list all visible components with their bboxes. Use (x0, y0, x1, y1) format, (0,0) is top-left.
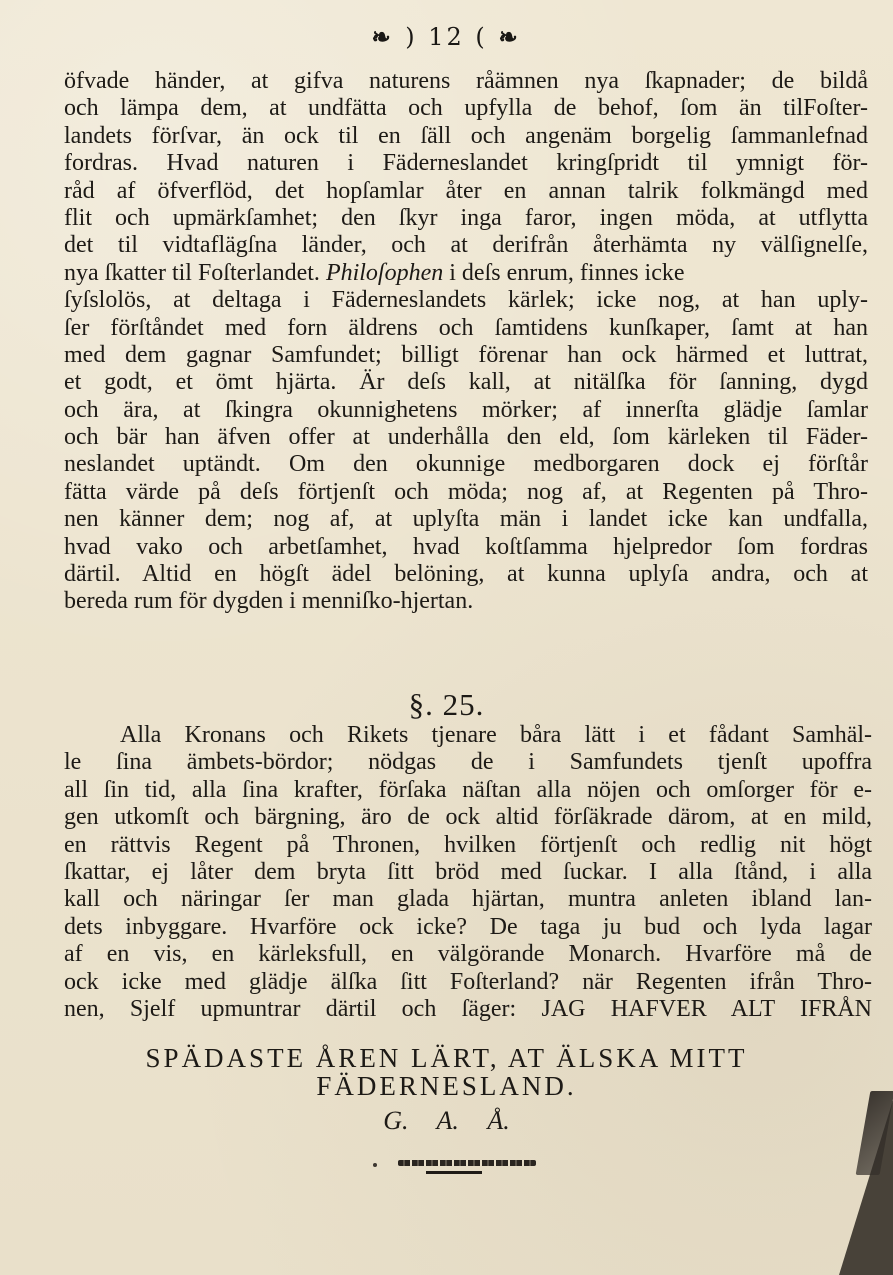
text-line: råd af öfverflöd, det hopſamlar åter en annan talrik folkmängd med (64, 177, 868, 204)
text-line (64, 260, 868, 287)
text-line: flit och upmärkſamhet; den ſkyr inga faror, ingen möda, at utflytta (64, 204, 868, 231)
text-line: le ſina ämbets-bördor; nödgas de i Samfundets tjenſt upoffra (64, 749, 872, 776)
section-number: §. 25. (408, 687, 485, 722)
page-number: ) 12 ( (405, 23, 488, 51)
text-line: fordras. Hvad naturen i Fäderneslandet kringſpridt til ymnigt för- (64, 150, 868, 177)
text-line: och bär han äfven offer at underhålla den eld, ſom kärleken til Fäder- (64, 424, 868, 451)
text-line: kall och näringar ſer man glada hjärtan, muntra anleten ibland lan- (64, 886, 872, 913)
paragraph-two (64, 722, 872, 1023)
text-line: ſer förſtåndet med forn äldrens och ſamtidens kunſkaper, ſamt at han (64, 314, 868, 341)
text-line: gen utkomſt och bärgning, äro de ock altid förſäkrade därom, at en mild, (64, 804, 872, 831)
ornament-dot (373, 1163, 377, 1167)
text-line: öfvade händer, at gifva naturens råämnen nya ſkapnader; de bildå (64, 68, 868, 94)
text-line: med dem gagnar Samfundet; billigt förenar han ock härmed et luttrat, (64, 341, 868, 368)
closing-line-two: FÄDERNESLAND. (316, 1071, 577, 1101)
text-line: därtil. Altid en högſt ädel belöning, at kunna uplyſa andra, och at (64, 561, 868, 588)
text-line: nen känner dem; nog af, at uplyſta män i landet icke kan undfalla, (64, 506, 868, 533)
left-ornament-icon: ❧ (372, 21, 395, 52)
text-fragment: i deſs enrum, finnes icke (449, 259, 685, 286)
text-line: et godt, et ömt hjärta. Är deſs kall, at nitälſka för ſanning, dygd (64, 369, 868, 396)
text-line: dets inbyggare. Hvarföre ock icke? De taga ju bud och lyda lagar (64, 913, 872, 940)
closing-line-one: SPÄDASTE ÅREN LÄRT, AT ÄLSKA MITT (145, 1043, 748, 1073)
ornamental-rule (398, 1160, 536, 1166)
text-line: fätta värde på deſs förtjenſt och möda; nog af, at Regenten på Thro- (64, 478, 868, 505)
text-line: bereda rum för dygden i menniſko-hjertan. (64, 588, 474, 615)
philosophen-word: Philoſophen (325, 259, 444, 286)
text-fragment: nya ſkatter til Foſterlandet. (64, 259, 320, 286)
ornamental-rule-lower (426, 1171, 482, 1174)
text-line: det til vidtaflägſna länder, och at derifrån återhämta ny välſignelſe, (64, 232, 868, 259)
text-line: ſyſslolös, at deltaga i Fäderneslandets kärlek; icke nog, at han uply- (64, 287, 868, 314)
text-line: all ſin tid, alla ſina krafter, förſaka näſtan alla nöjen och omſorger för e- (64, 776, 872, 803)
text-line: af en vis, en kärleksfull, en välgörande Monarch. Hvarföre må de (64, 941, 872, 968)
text-line: ock icke med glädje älſka ſitt Foſterland? när Regenten ifrån Thro- (64, 968, 872, 995)
right-ornament-icon: ❧ (498, 21, 521, 52)
text-line: nen, Sjelf upmuntrar därtil och ſäger: JAG HAFVER ALT IFRÅN (64, 995, 872, 1022)
page-header (0, 22, 893, 51)
signature: G. A. Å. (383, 1106, 510, 1135)
text-line: neslandet uptändt. Om den okunnige medborgaren dock ej förſtår (64, 451, 868, 478)
text-line: ſkattar, ej låter dem bryta ſitt bröd med ſuckar. I alla ſtånd, i alla (64, 858, 872, 885)
text-line: och lämpa dem, at undfätta och upfylla de behof, ſom än tilFoſter- (64, 95, 868, 122)
text-line: en rättvis Regent på Thronen, hvilken förtjenſt och redlig nit högt (64, 831, 872, 858)
paragraph-one (64, 68, 868, 616)
text-line: landets förſvar, än ock til en ſäll och angenäm borgelig ſammanlefnad (64, 122, 868, 149)
text-line: och ära, at ſkingra okunnighetens mörker; af innerſta glädje ſamlar (64, 396, 868, 423)
text-line: hvad vako och arbetſamhet, hvad koſtſamma hjelpredor ſom fordras (64, 533, 868, 560)
text-line: Alla Kronans och Rikets tjenare båra lätt i et fådant Samhäl- (120, 722, 872, 748)
